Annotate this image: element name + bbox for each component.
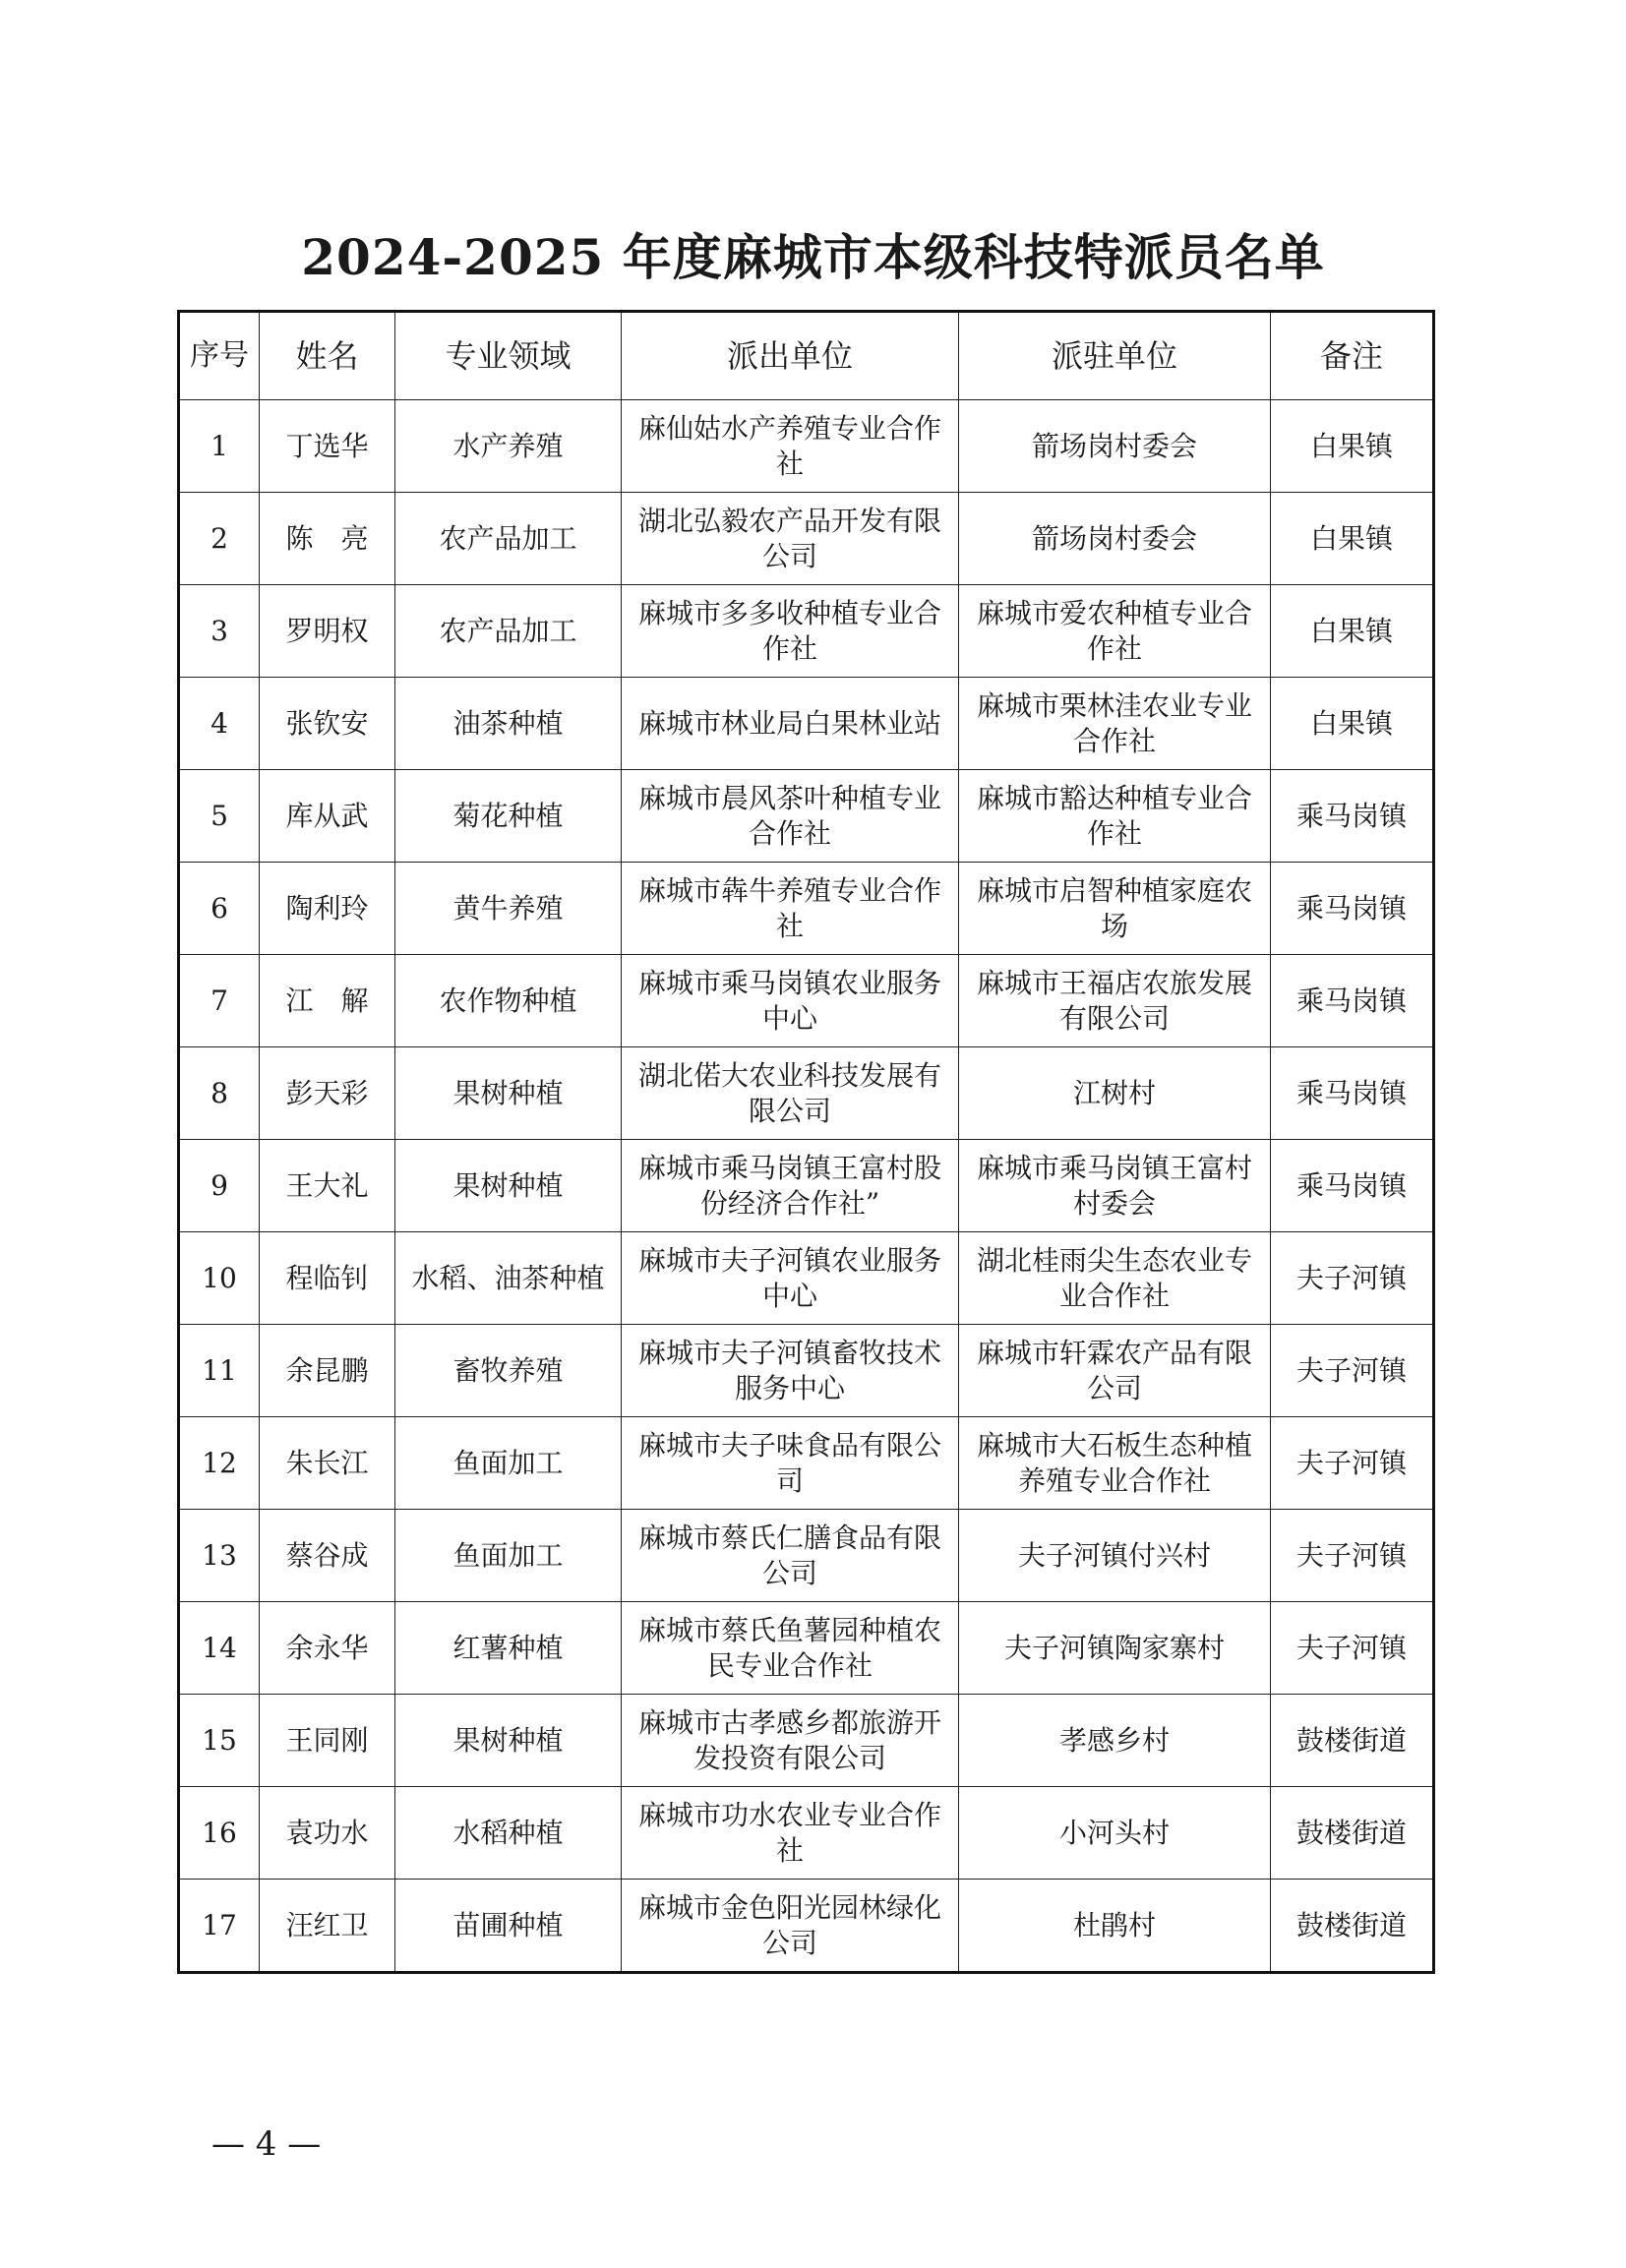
cell-dispatch-unit: 湖北弘毅农产品开发有限公司: [622, 493, 959, 585]
header-name: 姓名: [260, 312, 395, 400]
cell-seq: 13: [179, 1510, 260, 1602]
cell-seq: 11: [179, 1325, 260, 1417]
cell-dispatch-unit: 麻城市多多收种植专业合作社: [622, 585, 959, 678]
cell-field: 农产品加工: [395, 493, 622, 585]
cell-name: 江 解: [260, 955, 395, 1047]
cell-seq: 9: [179, 1140, 260, 1232]
table-row: [179, 1232, 1434, 1325]
cell-station-unit: 小河头村: [959, 1787, 1271, 1880]
cell-station-unit: 江树村: [959, 1047, 1271, 1140]
cell-field: 菊花种植: [395, 770, 622, 863]
cell-field: 果树种植: [395, 1047, 622, 1140]
cell-dispatch-unit: 麻城市夫子味食品有限公司: [622, 1417, 959, 1510]
table-row: [179, 678, 1434, 770]
cell-station-unit: 麻城市爱农种植专业合作社: [959, 585, 1271, 678]
table-row: [179, 770, 1434, 863]
table-row: [179, 400, 1434, 493]
cell-name: 陶利玲: [260, 863, 395, 955]
cell-dispatch-unit: 麻城市晨风茶叶种植专业合作社: [622, 770, 959, 863]
cell-name: 余永华: [260, 1602, 395, 1695]
table-row: [179, 1510, 1434, 1602]
header-dispatch-unit: 派出单位: [622, 312, 959, 400]
cell-remark: 乘马岗镇: [1271, 863, 1434, 955]
cell-dispatch-unit: 湖北偌大农业科技发展有限公司: [622, 1047, 959, 1140]
header-remark: 备注: [1271, 312, 1434, 400]
cell-name: 罗明权: [260, 585, 395, 678]
cell-name: 余昆鹏: [260, 1325, 395, 1417]
cell-station-unit: 麻城市大石板生态种植养殖专业合作社: [959, 1417, 1271, 1510]
cell-remark: 白果镇: [1271, 678, 1434, 770]
cell-dispatch-unit: 麻城市古孝感乡都旅游开发投资有限公司: [622, 1695, 959, 1787]
cell-station-unit: 杜鹃村: [959, 1880, 1271, 1973]
cell-station-unit: 夫子河镇付兴村: [959, 1510, 1271, 1602]
table-row: [179, 955, 1434, 1047]
cell-dispatch-unit: 麻城市乘马岗镇王富村股份经济合作社”: [622, 1140, 959, 1232]
cell-dispatch-unit: 麻城市夫子河镇畜牧技术服务中心: [622, 1325, 959, 1417]
cell-station-unit: 麻城市栗林洼农业专业合作社: [959, 678, 1271, 770]
table-row: [179, 1602, 1434, 1695]
cell-name: 朱长江: [260, 1417, 395, 1510]
cell-station-unit: 孝感乡村: [959, 1695, 1271, 1787]
cell-seq: 16: [179, 1787, 260, 1880]
cell-dispatch-unit: 麻城市乘马岗镇农业服务中心: [622, 955, 959, 1047]
cell-field: 苗圃种植: [395, 1880, 622, 1973]
document-title: 2024-2025 年度麻城市本级科技特派员名单: [301, 228, 1325, 286]
cell-field: 油茶种植: [395, 678, 622, 770]
roster-table: [177, 310, 1435, 1974]
cell-dispatch-unit: 麻城市功水农业专业合作社: [622, 1787, 959, 1880]
cell-seq: 10: [179, 1232, 260, 1325]
table-row: [179, 1047, 1434, 1140]
cell-seq: 1: [179, 400, 260, 493]
cell-station-unit: 麻城市王福店农旅发展有限公司: [959, 955, 1271, 1047]
table-row: [179, 1695, 1434, 1787]
cell-dispatch-unit: 麻城市夫子河镇农业服务中心: [622, 1232, 959, 1325]
cell-remark: 乘马岗镇: [1271, 1047, 1434, 1140]
cell-remark: 夫子河镇: [1271, 1510, 1434, 1602]
cell-dispatch-unit: 麻城市蔡氏仁膳食品有限公司: [622, 1510, 959, 1602]
cell-seq: 7: [179, 955, 260, 1047]
cell-field: 水稻种植: [395, 1787, 622, 1880]
table-row: [179, 1787, 1434, 1880]
table-row: [179, 1325, 1434, 1417]
cell-seq: 8: [179, 1047, 260, 1140]
cell-remark: 夫子河镇: [1271, 1602, 1434, 1695]
cell-name: 丁选华: [260, 400, 395, 493]
cell-field: 果树种植: [395, 1140, 622, 1232]
cell-name: 蔡谷成: [260, 1510, 395, 1602]
cell-remark: 乘马岗镇: [1271, 1140, 1434, 1232]
table-row: [179, 1880, 1434, 1973]
cell-dispatch-unit: 麻城市蔡氏鱼薯园种植农民专业合作社: [622, 1602, 959, 1695]
table-row: [179, 863, 1434, 955]
table-row: [179, 493, 1434, 585]
cell-field: 农产品加工: [395, 585, 622, 678]
cell-dispatch-unit: 麻城市犇牛养殖专业合作社: [622, 863, 959, 955]
cell-seq: 4: [179, 678, 260, 770]
table-body: [179, 400, 1434, 1973]
cell-field: 鱼面加工: [395, 1510, 622, 1602]
cell-station-unit: 湖北桂雨尖生态农业专业合作社: [959, 1232, 1271, 1325]
cell-seq: 17: [179, 1880, 260, 1973]
cell-seq: 15: [179, 1695, 260, 1787]
cell-field: 农作物种植: [395, 955, 622, 1047]
cell-station-unit: 麻城市轩霖农产品有限公司: [959, 1325, 1271, 1417]
cell-remark: 乘马岗镇: [1271, 955, 1434, 1047]
cell-station-unit: 麻城市启智种植家庭农场: [959, 863, 1271, 955]
cell-name: 陈 亮: [260, 493, 395, 585]
cell-name: 王同刚: [260, 1695, 395, 1787]
cell-station-unit: 箭场岗村委会: [959, 493, 1271, 585]
cell-remark: 夫子河镇: [1271, 1232, 1434, 1325]
cell-remark: 夫子河镇: [1271, 1325, 1434, 1417]
header-station-unit: 派驻单位: [959, 312, 1271, 400]
cell-dispatch-unit: 麻城市金色阳光园林绿化公司: [622, 1880, 959, 1973]
cell-field: 水产养殖: [395, 400, 622, 493]
cell-seq: 2: [179, 493, 260, 585]
cell-remark: 白果镇: [1271, 585, 1434, 678]
table-row: [179, 585, 1434, 678]
cell-field: 鱼面加工: [395, 1417, 622, 1510]
cell-seq: 5: [179, 770, 260, 863]
cell-dispatch-unit: 麻仙姑水产养殖专业合作社: [622, 400, 959, 493]
cell-seq: 14: [179, 1602, 260, 1695]
cell-station-unit: 夫子河镇陶家寨村: [959, 1602, 1271, 1695]
cell-seq: 12: [179, 1417, 260, 1510]
table-header-row: [179, 312, 1434, 400]
cell-name: 王大礼: [260, 1140, 395, 1232]
cell-remark: 白果镇: [1271, 400, 1434, 493]
header-field: 专业领域: [395, 312, 622, 400]
cell-station-unit: 麻城市乘马岗镇王富村村委会: [959, 1140, 1271, 1232]
cell-name: 彭天彩: [260, 1047, 395, 1140]
cell-name: 张钦安: [260, 678, 395, 770]
cell-remark: 乘马岗镇: [1271, 770, 1434, 863]
cell-name: 袁功水: [260, 1787, 395, 1880]
cell-name: 程临钊: [260, 1232, 395, 1325]
cell-dispatch-unit: 麻城市林业局白果林业站: [622, 678, 959, 770]
table-row: [179, 1417, 1434, 1510]
cell-field: 红薯种植: [395, 1602, 622, 1695]
cell-field: 黄牛养殖: [395, 863, 622, 955]
header-seq: 序号: [179, 312, 260, 400]
cell-name: 库从武: [260, 770, 395, 863]
cell-station-unit: 箭场岗村委会: [959, 400, 1271, 493]
cell-name: 汪红卫: [260, 1880, 395, 1973]
cell-field: 果树种植: [395, 1695, 622, 1787]
table-row: [179, 1140, 1434, 1232]
page-number: — 4 —: [211, 2124, 322, 2164]
cell-remark: 夫子河镇: [1271, 1417, 1434, 1510]
cell-field: 水稻、油茶种植: [395, 1232, 622, 1325]
cell-remark: 鼓楼街道: [1271, 1880, 1434, 1973]
cell-seq: 3: [179, 585, 260, 678]
cell-station-unit: 麻城市豁达种植专业合作社: [959, 770, 1271, 863]
cell-remark: 鼓楼街道: [1271, 1695, 1434, 1787]
cell-field: 畜牧养殖: [395, 1325, 622, 1417]
cell-remark: 白果镇: [1271, 493, 1434, 585]
cell-seq: 6: [179, 863, 260, 955]
cell-remark: 鼓楼街道: [1271, 1787, 1434, 1880]
